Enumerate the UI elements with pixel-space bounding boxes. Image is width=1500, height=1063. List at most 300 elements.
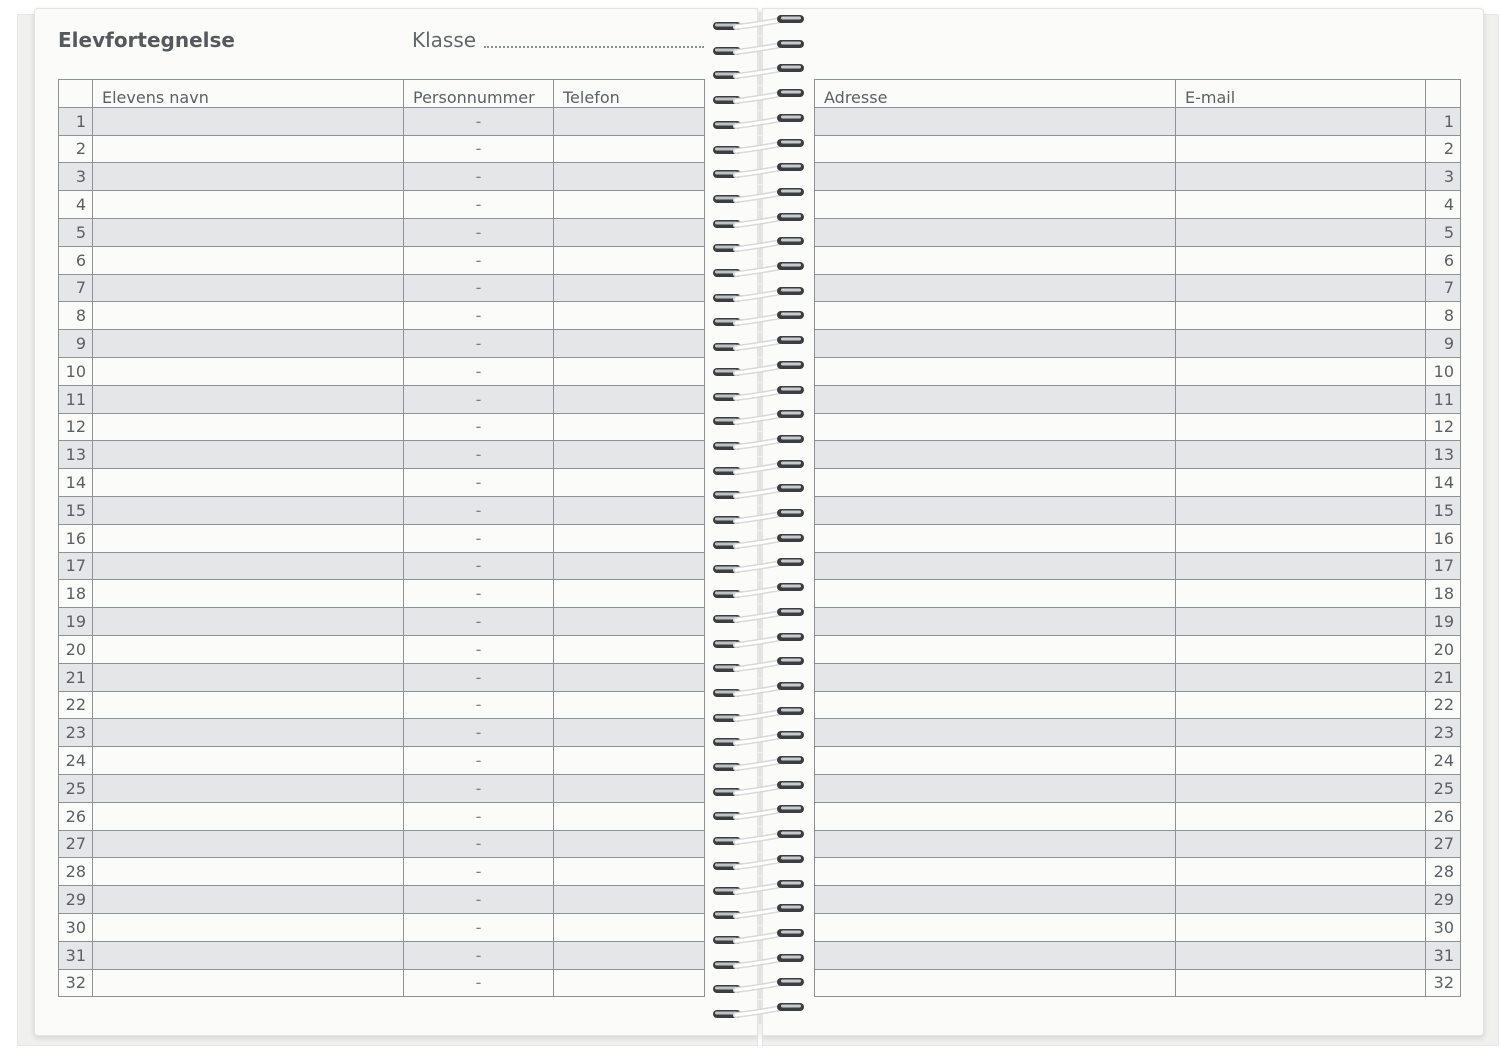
- email-cell[interactable]: [1176, 524, 1426, 552]
- row-number: 18: [59, 580, 93, 608]
- row-number: 16: [59, 524, 93, 552]
- row-number: 1: [1426, 107, 1461, 135]
- table-row: [815, 691, 1461, 719]
- telefon-cell[interactable]: [554, 274, 705, 302]
- row-number: 20: [59, 635, 93, 663]
- email-cell[interactable]: [1176, 302, 1426, 330]
- adresse-cell[interactable]: [815, 580, 1176, 608]
- table-row: [59, 830, 705, 858]
- name-cell[interactable]: [93, 608, 404, 636]
- email-cell[interactable]: [1176, 218, 1426, 246]
- table-row: [59, 385, 705, 413]
- column-header-telefon: Telefon: [554, 80, 705, 108]
- telefon-cell[interactable]: [554, 107, 705, 135]
- personnummer-cell[interactable]: -: [404, 357, 554, 385]
- telefon-cell[interactable]: [554, 913, 705, 941]
- table-row: [59, 441, 705, 469]
- table-row: [815, 747, 1461, 775]
- spiral-coil: [706, 136, 812, 160]
- adresse-cell[interactable]: [815, 302, 1176, 330]
- telefon-cell[interactable]: [554, 496, 705, 524]
- telefon-cell[interactable]: [554, 635, 705, 663]
- personnummer-cell[interactable]: -: [404, 635, 554, 663]
- row-number: 29: [59, 886, 93, 914]
- table-row: [59, 302, 705, 330]
- name-cell[interactable]: [93, 580, 404, 608]
- row-number: 20: [1426, 635, 1461, 663]
- row-number: 28: [59, 858, 93, 886]
- personnummer-cell[interactable]: -: [404, 663, 554, 691]
- adresse-cell[interactable]: [815, 608, 1176, 636]
- name-cell[interactable]: [93, 413, 404, 441]
- telefon-cell[interactable]: [554, 580, 705, 608]
- spiral-coil: [706, 86, 812, 110]
- table-row: [815, 496, 1461, 524]
- row-number: 30: [1426, 913, 1461, 941]
- personnummer-cell[interactable]: -: [404, 830, 554, 858]
- table-row: [815, 524, 1461, 552]
- personnummer-cell[interactable]: -: [404, 691, 554, 719]
- name-cell[interactable]: [93, 913, 404, 941]
- name-cell[interactable]: [93, 719, 404, 747]
- email-cell[interactable]: [1176, 357, 1426, 385]
- adresse-cell[interactable]: [815, 719, 1176, 747]
- row-number: 17: [59, 552, 93, 580]
- personnummer-cell[interactable]: -: [404, 496, 554, 524]
- name-cell[interactable]: [93, 524, 404, 552]
- page-title: Elevfortegnelse: [58, 28, 235, 52]
- table-row: [59, 107, 705, 135]
- table-row: [59, 913, 705, 941]
- adresse-cell[interactable]: [815, 774, 1176, 802]
- row-number: 4: [1426, 191, 1461, 219]
- email-cell[interactable]: [1176, 496, 1426, 524]
- personnummer-cell[interactable]: -: [404, 469, 554, 497]
- table-row: [815, 969, 1461, 997]
- email-cell[interactable]: [1176, 135, 1426, 163]
- table-row: [815, 719, 1461, 747]
- personnummer-cell[interactable]: -: [404, 858, 554, 886]
- email-cell[interactable]: [1176, 691, 1426, 719]
- email-cell[interactable]: [1176, 608, 1426, 636]
- table-row: [815, 552, 1461, 580]
- table-row: [59, 469, 705, 497]
- row-number: 12: [59, 413, 93, 441]
- table-row: [59, 274, 705, 302]
- adresse-cell[interactable]: [815, 469, 1176, 497]
- spiral-coil: [706, 679, 812, 703]
- row-number: 4: [59, 191, 93, 219]
- column-header-name: Elevens navn: [93, 80, 404, 108]
- name-cell[interactable]: [93, 135, 404, 163]
- adresse-cell[interactable]: [815, 691, 1176, 719]
- name-cell[interactable]: [93, 774, 404, 802]
- telefon-cell[interactable]: [554, 691, 705, 719]
- table-row: [59, 858, 705, 886]
- name-cell[interactable]: [93, 246, 404, 274]
- email-cell[interactable]: [1176, 413, 1426, 441]
- table-row: [59, 496, 705, 524]
- row-number: 22: [59, 691, 93, 719]
- table-row: [59, 719, 705, 747]
- adresse-cell[interactable]: [815, 163, 1176, 191]
- spiral-coil: [706, 630, 812, 654]
- name-cell[interactable]: [93, 218, 404, 246]
- telefon-cell[interactable]: [554, 969, 705, 997]
- email-cell[interactable]: [1176, 802, 1426, 830]
- telefon-cell[interactable]: [554, 191, 705, 219]
- adresse-cell[interactable]: [815, 107, 1176, 135]
- row-number: 12: [1426, 413, 1461, 441]
- spiral-coil: [706, 481, 812, 505]
- table-row: [59, 330, 705, 358]
- spiral-coil: [706, 1000, 812, 1024]
- name-cell[interactable]: [93, 107, 404, 135]
- name-cell[interactable]: [93, 886, 404, 914]
- name-cell[interactable]: [93, 191, 404, 219]
- email-cell[interactable]: [1176, 635, 1426, 663]
- student-table-right: [814, 79, 1461, 997]
- table-row: [59, 774, 705, 802]
- personnummer-cell[interactable]: -: [404, 580, 554, 608]
- row-number: 1: [59, 107, 93, 135]
- table-row: [815, 330, 1461, 358]
- adresse-cell[interactable]: [815, 413, 1176, 441]
- row-number: 13: [1426, 441, 1461, 469]
- table-row: [59, 886, 705, 914]
- adresse-cell[interactable]: [815, 524, 1176, 552]
- adresse-cell[interactable]: [815, 663, 1176, 691]
- adresse-cell[interactable]: [815, 747, 1176, 775]
- row-number: 13: [59, 441, 93, 469]
- table-row: [815, 246, 1461, 274]
- personnummer-cell[interactable]: -: [404, 719, 554, 747]
- spiral-coil: [706, 457, 812, 481]
- spiral-coil: [706, 802, 812, 826]
- telefon-cell[interactable]: [554, 524, 705, 552]
- email-cell[interactable]: [1176, 580, 1426, 608]
- telefon-cell[interactable]: [554, 941, 705, 969]
- name-cell[interactable]: [93, 941, 404, 969]
- row-number: 10: [59, 357, 93, 385]
- row-number: 9: [59, 330, 93, 358]
- table-row: [59, 163, 705, 191]
- email-cell[interactable]: [1176, 246, 1426, 274]
- name-cell[interactable]: [93, 663, 404, 691]
- spiral-coil: [706, 555, 812, 579]
- row-number: 27: [59, 830, 93, 858]
- table-row: [815, 107, 1461, 135]
- email-cell[interactable]: [1176, 469, 1426, 497]
- name-cell[interactable]: [93, 496, 404, 524]
- spiral-coil: [706, 284, 812, 308]
- table-row: [59, 580, 705, 608]
- personnummer-cell[interactable]: -: [404, 135, 554, 163]
- name-cell[interactable]: [93, 302, 404, 330]
- header-row: [815, 80, 1461, 108]
- row-number: 15: [59, 496, 93, 524]
- email-cell[interactable]: [1176, 191, 1426, 219]
- email-cell[interactable]: [1176, 858, 1426, 886]
- adresse-cell[interactable]: [815, 357, 1176, 385]
- name-cell[interactable]: [93, 330, 404, 358]
- adresse-cell[interactable]: [815, 496, 1176, 524]
- adresse-cell[interactable]: [815, 441, 1176, 469]
- student-table-left: [58, 79, 705, 997]
- personnummer-cell[interactable]: -: [404, 802, 554, 830]
- adresse-cell[interactable]: [815, 802, 1176, 830]
- adresse-cell[interactable]: [815, 218, 1176, 246]
- table-row: [59, 191, 705, 219]
- name-cell[interactable]: [93, 830, 404, 858]
- telefon-cell[interactable]: [554, 858, 705, 886]
- row-number: 9: [1426, 330, 1461, 358]
- table-row: [815, 274, 1461, 302]
- name-cell[interactable]: [93, 969, 404, 997]
- row-number: 22: [1426, 691, 1461, 719]
- email-cell[interactable]: [1176, 385, 1426, 413]
- spiral-coil: [706, 951, 812, 975]
- spiral-binding: [706, 10, 812, 1030]
- name-cell[interactable]: [93, 441, 404, 469]
- klasse-field[interactable]: [484, 46, 704, 48]
- header-row: [59, 80, 705, 108]
- table-row: [815, 357, 1461, 385]
- email-cell[interactable]: [1176, 941, 1426, 969]
- table-row: [59, 246, 705, 274]
- table-row: [59, 357, 705, 385]
- adresse-cell[interactable]: [815, 330, 1176, 358]
- telefon-cell[interactable]: [554, 774, 705, 802]
- table-row: [59, 747, 705, 775]
- spiral-coil: [706, 580, 812, 604]
- spiral-coil: [706, 901, 812, 925]
- name-cell[interactable]: [93, 691, 404, 719]
- email-cell[interactable]: [1176, 163, 1426, 191]
- table-row: [59, 969, 705, 997]
- personnummer-cell[interactable]: -: [404, 552, 554, 580]
- telefon-cell[interactable]: [554, 747, 705, 775]
- table-row: [815, 663, 1461, 691]
- adresse-cell[interactable]: [815, 635, 1176, 663]
- column-header-number: [59, 80, 93, 108]
- personnummer-cell[interactable]: -: [404, 941, 554, 969]
- adresse-cell[interactable]: [815, 246, 1176, 274]
- table-row: [815, 385, 1461, 413]
- telefon-cell[interactable]: [554, 218, 705, 246]
- spiral-coil: [706, 383, 812, 407]
- personnummer-cell[interactable]: -: [404, 107, 554, 135]
- telefon-cell[interactable]: [554, 330, 705, 358]
- spiral-coil: [706, 308, 812, 332]
- personnummer-cell[interactable]: -: [404, 385, 554, 413]
- telefon-cell[interactable]: [554, 385, 705, 413]
- table-row: [59, 802, 705, 830]
- adresse-cell[interactable]: [815, 135, 1176, 163]
- row-number: 15: [1426, 496, 1461, 524]
- telefon-cell[interactable]: [554, 163, 705, 191]
- row-number: 21: [1426, 663, 1461, 691]
- telefon-cell[interactable]: [554, 135, 705, 163]
- row-number: 24: [1426, 747, 1461, 775]
- table-row: [815, 913, 1461, 941]
- telefon-cell[interactable]: [554, 469, 705, 497]
- row-number: 23: [1426, 719, 1461, 747]
- row-number: 25: [1426, 774, 1461, 802]
- email-cell[interactable]: [1176, 663, 1426, 691]
- name-cell[interactable]: [93, 357, 404, 385]
- personnummer-cell[interactable]: -: [404, 969, 554, 997]
- row-number: 14: [1426, 469, 1461, 497]
- adresse-cell[interactable]: [815, 830, 1176, 858]
- spiral-coil: [706, 185, 812, 209]
- name-cell[interactable]: [93, 385, 404, 413]
- row-number: 21: [59, 663, 93, 691]
- personnummer-cell[interactable]: -: [404, 747, 554, 775]
- row-number: 31: [59, 941, 93, 969]
- row-number: 8: [59, 302, 93, 330]
- row-number: 5: [59, 218, 93, 246]
- spiral-coil: [706, 432, 812, 456]
- name-cell[interactable]: [93, 469, 404, 497]
- spiral-coil: [706, 61, 812, 85]
- column-header-email: E-mail: [1176, 80, 1426, 108]
- personnummer-cell[interactable]: -: [404, 413, 554, 441]
- email-cell[interactable]: [1176, 552, 1426, 580]
- column-header-adresse: Adresse: [815, 80, 1176, 108]
- adresse-cell[interactable]: [815, 913, 1176, 941]
- email-cell[interactable]: [1176, 747, 1426, 775]
- row-number: 8: [1426, 302, 1461, 330]
- table-row: [815, 608, 1461, 636]
- personnummer-cell[interactable]: -: [404, 191, 554, 219]
- email-cell[interactable]: [1176, 274, 1426, 302]
- personnummer-cell[interactable]: -: [404, 441, 554, 469]
- personnummer-cell[interactable]: -: [404, 302, 554, 330]
- telefon-cell[interactable]: [554, 830, 705, 858]
- spiral-coil: [706, 827, 812, 851]
- adresse-cell[interactable]: [815, 385, 1176, 413]
- row-number: 24: [59, 747, 93, 775]
- telefon-cell[interactable]: [554, 441, 705, 469]
- row-number: 26: [1426, 802, 1461, 830]
- personnummer-cell[interactable]: -: [404, 774, 554, 802]
- spiral-coil: [706, 926, 812, 950]
- table-row: [59, 608, 705, 636]
- row-number: 17: [1426, 552, 1461, 580]
- personnummer-cell[interactable]: -: [404, 608, 554, 636]
- adresse-cell[interactable]: [815, 274, 1176, 302]
- row-number: 29: [1426, 886, 1461, 914]
- table-row: [815, 635, 1461, 663]
- telefon-cell[interactable]: [554, 719, 705, 747]
- row-number: 32: [59, 969, 93, 997]
- spiral-coil: [706, 728, 812, 752]
- row-number: 28: [1426, 858, 1461, 886]
- table-row: [815, 469, 1461, 497]
- email-cell[interactable]: [1176, 913, 1426, 941]
- telefon-cell[interactable]: [554, 552, 705, 580]
- spiral-coil: [706, 259, 812, 283]
- email-cell[interactable]: [1176, 774, 1426, 802]
- telefon-cell[interactable]: [554, 413, 705, 441]
- telefon-cell[interactable]: [554, 302, 705, 330]
- personnummer-cell[interactable]: -: [404, 330, 554, 358]
- table-row: [59, 135, 705, 163]
- column-header-personnummer: Personnummer: [404, 80, 554, 108]
- row-number: 16: [1426, 524, 1461, 552]
- table-row: [59, 941, 705, 969]
- table-row: [59, 663, 705, 691]
- row-number: 30: [59, 913, 93, 941]
- name-cell[interactable]: [93, 635, 404, 663]
- name-cell[interactable]: [93, 274, 404, 302]
- telefon-cell[interactable]: [554, 663, 705, 691]
- telefon-cell[interactable]: [554, 608, 705, 636]
- spiral-coil: [706, 531, 812, 555]
- klasse-label: Klasse: [412, 28, 477, 52]
- table-row: [59, 218, 705, 246]
- personnummer-cell[interactable]: -: [404, 163, 554, 191]
- spiral-coil: [706, 704, 812, 728]
- personnummer-cell[interactable]: -: [404, 218, 554, 246]
- spiral-coil: [706, 160, 812, 184]
- spiral-coil: [706, 358, 812, 382]
- table-row: [59, 524, 705, 552]
- row-number: 23: [59, 719, 93, 747]
- name-cell[interactable]: [93, 552, 404, 580]
- name-cell[interactable]: [93, 858, 404, 886]
- telefon-cell[interactable]: [554, 357, 705, 385]
- telefon-cell[interactable]: [554, 886, 705, 914]
- email-cell[interactable]: [1176, 969, 1426, 997]
- row-number: 27: [1426, 830, 1461, 858]
- personnummer-cell[interactable]: -: [404, 524, 554, 552]
- email-cell[interactable]: [1176, 886, 1426, 914]
- row-number: 3: [59, 163, 93, 191]
- telefon-cell[interactable]: [554, 246, 705, 274]
- email-cell[interactable]: [1176, 330, 1426, 358]
- row-number: 26: [59, 802, 93, 830]
- name-cell[interactable]: [93, 747, 404, 775]
- row-number: 11: [59, 385, 93, 413]
- personnummer-cell[interactable]: -: [404, 913, 554, 941]
- email-cell[interactable]: [1176, 107, 1426, 135]
- telefon-cell[interactable]: [554, 802, 705, 830]
- email-cell[interactable]: [1176, 441, 1426, 469]
- adresse-cell[interactable]: [815, 941, 1176, 969]
- adresse-cell[interactable]: [815, 191, 1176, 219]
- name-cell[interactable]: [93, 802, 404, 830]
- personnummer-cell[interactable]: -: [404, 274, 554, 302]
- personnummer-cell[interactable]: -: [404, 246, 554, 274]
- adresse-cell[interactable]: [815, 969, 1176, 997]
- row-number: 32: [1426, 969, 1461, 997]
- table-row: [815, 191, 1461, 219]
- table-row: [815, 941, 1461, 969]
- adresse-cell[interactable]: [815, 858, 1176, 886]
- adresse-cell[interactable]: [815, 886, 1176, 914]
- spiral-coil: [706, 852, 812, 876]
- email-cell[interactable]: [1176, 830, 1426, 858]
- spiral-coil: [706, 778, 812, 802]
- adresse-cell[interactable]: [815, 552, 1176, 580]
- row-number: 6: [1426, 246, 1461, 274]
- name-cell[interactable]: [93, 163, 404, 191]
- table-row: [815, 302, 1461, 330]
- personnummer-cell[interactable]: -: [404, 886, 554, 914]
- email-cell[interactable]: [1176, 719, 1426, 747]
